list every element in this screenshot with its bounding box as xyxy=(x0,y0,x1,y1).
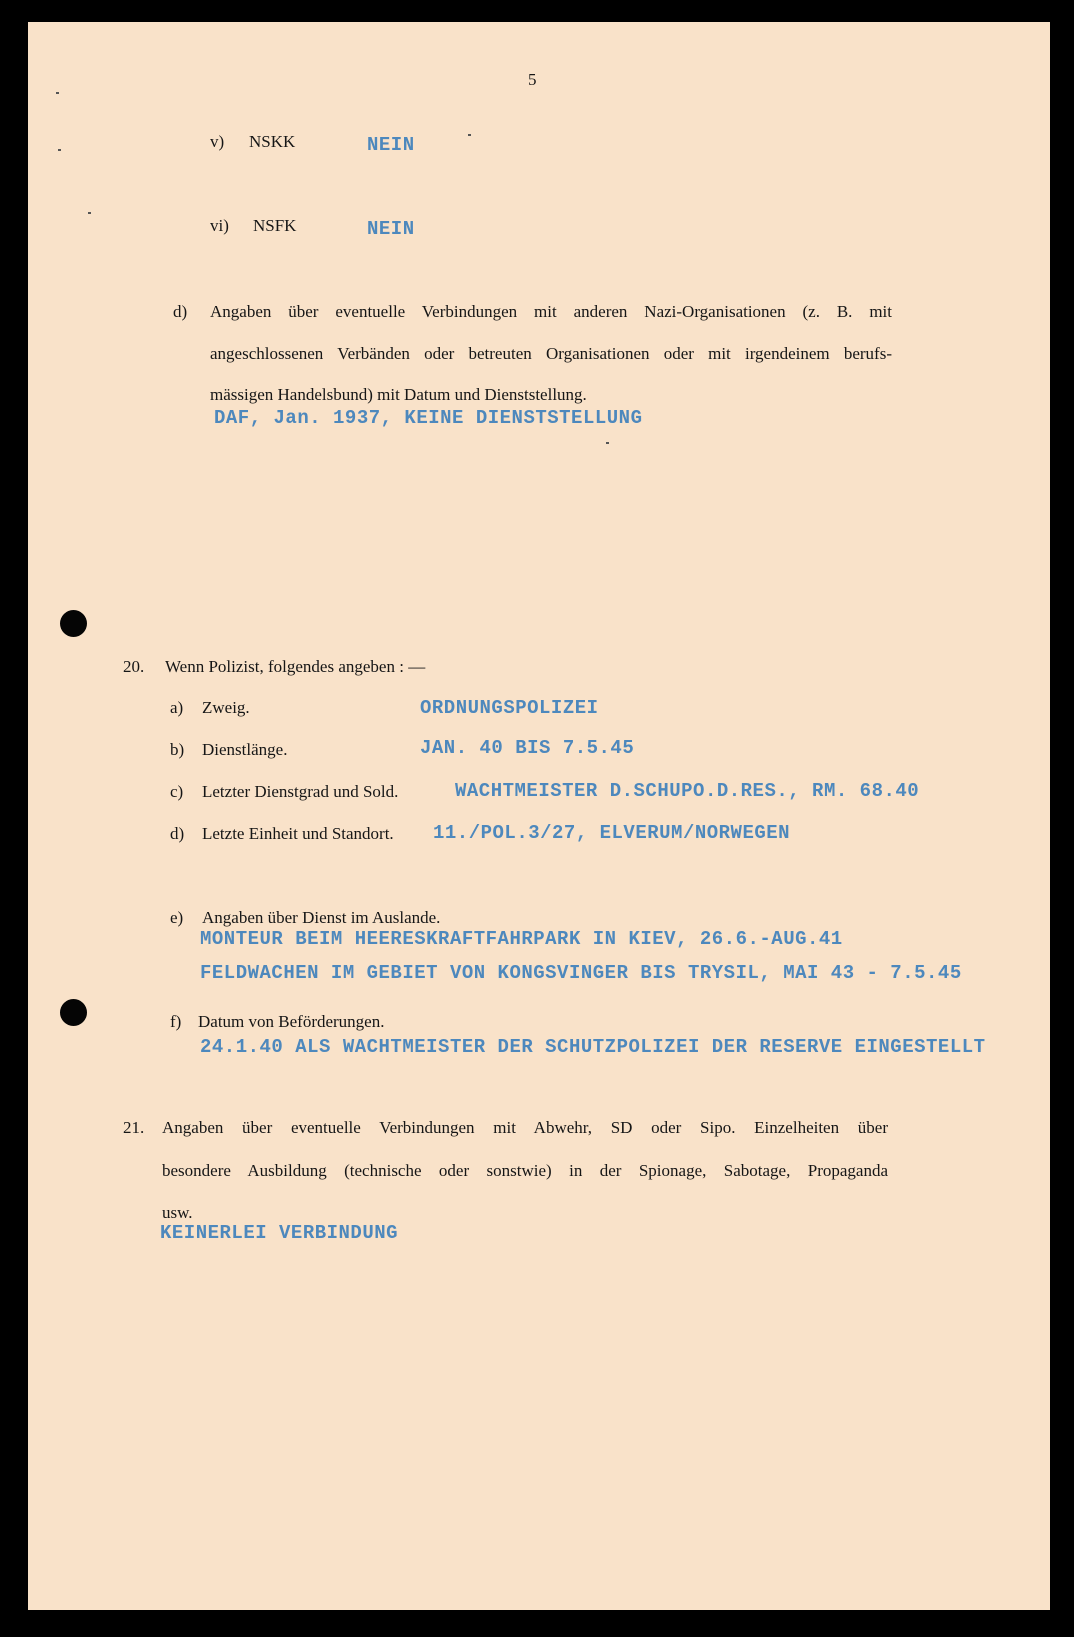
q20e-label: e) xyxy=(170,908,184,927)
d-label: d) xyxy=(173,302,188,321)
d-answer: DAF, Jan. 1937, KEINE DIENSTSTELLUNG xyxy=(214,407,643,429)
q20f-text: Datum von Beförderungen. xyxy=(198,1012,385,1031)
q20a-text: Zweig. xyxy=(202,698,250,717)
d-line1: Angaben über eventuelle Verbindungen mit anderen Nazi-Organisationen (z. B. mit xyxy=(210,302,892,321)
paper-speck xyxy=(56,92,59,94)
vi-label: vi) xyxy=(210,216,229,235)
d-line2: angeschlossenen Verbänden oder betreuten Organisationen oder mit irgendeinem berufs- xyxy=(210,344,892,363)
q20b-answer: JAN. 40 BIS 7.5.45 xyxy=(420,737,635,759)
paper-speck xyxy=(88,212,91,214)
v-text: NSKK xyxy=(249,132,296,151)
q20e-text: Angaben über Dienst im Auslande. xyxy=(202,908,441,927)
q20e-answer-2: FELDWACHEN IM GEBIET VON KONGSVINGER BIS TRYSIL, MAI 43 - 7.5.45 xyxy=(200,962,962,984)
punch-hole-top xyxy=(60,610,87,637)
q20-text: Wenn Polizist, folgendes angeben : — xyxy=(165,657,426,676)
paper-speck xyxy=(58,149,61,151)
q20d-text: Letzte Einheit und Standort. xyxy=(202,824,394,843)
q20d-answer: 11./POL.3/27, ELVERUM/NORWEGEN xyxy=(433,822,791,844)
paper-speck xyxy=(468,134,471,136)
v-answer: NEIN xyxy=(367,134,415,156)
vi-answer: NEIN xyxy=(367,218,415,240)
q20f-answer: 24.1.40 ALS WACHTMEISTER DER SCHUTZPOLIZEI DER RESERVE EINGESTELLT xyxy=(200,1036,986,1058)
q20b-label: b) xyxy=(170,740,185,759)
vi-text: NSFK xyxy=(253,216,297,235)
q21-number: 21. xyxy=(123,1118,145,1137)
paper-speck xyxy=(606,442,609,444)
d-line3: mässigen Handelsbund) mit Datum und Dienststellung. xyxy=(210,385,587,404)
q20c-label: c) xyxy=(170,782,184,801)
q20c-text: Letzter Dienstgrad und Sold. xyxy=(202,782,399,801)
v-label: v) xyxy=(210,132,225,151)
q20d-label: d) xyxy=(170,824,185,843)
q21-line1: Angaben über eventuelle Verbindungen mit Abwehr, SD oder Sipo. Einzelheiten über xyxy=(162,1118,888,1137)
q20b-text: Dienstlänge. xyxy=(202,740,288,759)
q20a-answer: ORDNUNGSPOLIZEI xyxy=(420,697,599,719)
q21-line2: besondere Ausbildung (technische oder sonstwie) in der Spionage, Sabotage, Propaganda xyxy=(162,1161,888,1180)
page-number: 5 xyxy=(528,70,537,89)
q20e-answer-1: MONTEUR BEIM HEERESKRAFTFAHRPARK IN KIEV, 26.6.-AUG.41 xyxy=(200,928,843,950)
q20c-answer: WACHTMEISTER D.SCHUPO.D.RES., RM. 68.40 xyxy=(455,780,920,802)
punch-hole-bottom xyxy=(60,999,87,1026)
q21-answer: KEINERLEI VERBINDUNG xyxy=(160,1222,399,1244)
document-page xyxy=(28,22,1050,1610)
q20f-label: f) xyxy=(170,1012,182,1031)
q20-number: 20. xyxy=(123,657,145,676)
q21-line3: usw. xyxy=(162,1203,193,1222)
q20a-label: a) xyxy=(170,698,184,717)
